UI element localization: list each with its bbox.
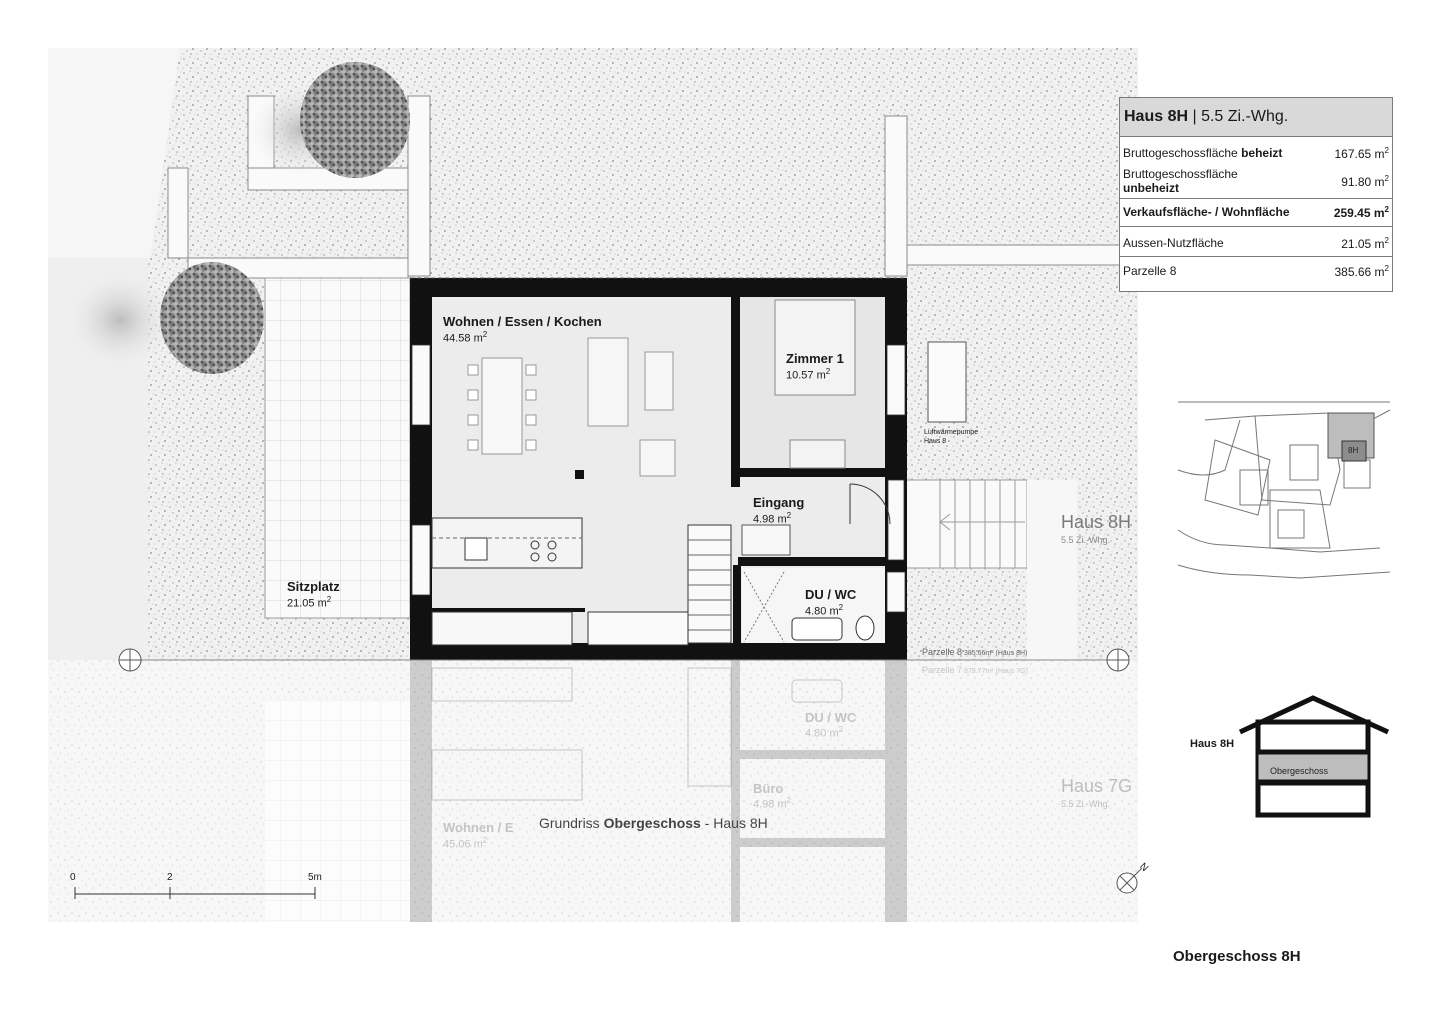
heat-pump-line2: Haus 8: [924, 438, 947, 445]
room-area-eingang: [753, 511, 791, 526]
row-value: 21.05 m: [1341, 237, 1385, 251]
ghost-room-label-buero: Büro: [753, 781, 784, 796]
scale-label-0: 0: [70, 872, 76, 883]
area-value: 44.58 m: [443, 332, 483, 345]
parcel-7-label: [922, 665, 1028, 675]
section-floor-label: Obergeschoss: [1270, 766, 1329, 776]
table-header-separator: |: [1188, 108, 1202, 125]
parcel-7-name: Parzelle 7: [922, 665, 963, 675]
caption-part: Grundriss: [539, 815, 604, 831]
unit-superscript: 2: [1384, 205, 1389, 214]
row-label-emphasis: unbeheizt: [1123, 181, 1179, 195]
row-label: Aussen-Nutzfläche: [1123, 236, 1224, 250]
table-header-house: Haus 8H: [1124, 108, 1189, 125]
unit-superscript: 2: [825, 367, 831, 376]
parcel-8-name: Parzelle 8: [922, 647, 963, 657]
row-label-emphasis: beheizt: [1241, 146, 1283, 160]
row-label: Verkaufsfläche- / Wohnfläche: [1123, 205, 1290, 219]
plan-caption: [539, 815, 768, 831]
house-label-7g: Haus 7G: [1061, 776, 1133, 796]
ghost-room-label-duwc: DU / WC: [805, 710, 857, 725]
parcel-7-detail: 378.77m² (Haus 7G): [962, 668, 1028, 675]
room-area-sitzplatz: [287, 595, 331, 610]
room-area-zimmer1: [786, 367, 830, 382]
table-divider: [1120, 226, 1392, 227]
unit-superscript: 2: [1384, 264, 1389, 273]
row-label: Bruttogeschossfläche: [1123, 167, 1238, 181]
area-value: 4.80 m: [805, 605, 839, 618]
heat-pump-label: [924, 428, 978, 446]
ghost-room-area-wohnen: [443, 836, 487, 851]
parcel-8-detail: 385.66m² (Haus 8H): [962, 650, 1028, 657]
unit-superscript: 2: [786, 796, 792, 805]
unit-superscript: 2: [482, 836, 488, 845]
table-divider: [1120, 256, 1392, 257]
house-label-text: Haus 8H: [1061, 512, 1132, 532]
row-value: 259.45 m: [1333, 206, 1385, 220]
area-value: 45.06 m: [443, 838, 483, 851]
row-value: 385.66 m: [1334, 265, 1385, 279]
table-header: [1120, 98, 1392, 137]
scale-label-5m: 5m: [308, 872, 322, 883]
area-value: 4.98 m: [753, 798, 787, 811]
room-label-duwc: DU / WC: [805, 587, 857, 602]
caption-emphasis: Obergeschoss: [603, 815, 701, 831]
area-value: 4.98 m: [753, 513, 787, 526]
caption-part: - Haus 8H: [700, 815, 768, 831]
area-value: 21.05 m: [287, 597, 327, 610]
room-label-wohnen: Wohnen / Essen / Kochen: [443, 314, 602, 329]
unit-superscript: 2: [1384, 174, 1389, 183]
table-header-type: 5.5 Zi.-Whg.: [1201, 108, 1289, 125]
house-label-8h: [1061, 512, 1131, 533]
room-area-wohnen: [443, 330, 487, 345]
unit-superscript: 2: [1384, 146, 1389, 155]
scale-label-2: 2: [167, 872, 173, 883]
unit-superscript: 2: [482, 330, 488, 339]
unit-superscript: 2: [838, 603, 844, 612]
ghost-room-area-buero: [753, 796, 791, 811]
row-value: 91.80 m: [1341, 175, 1385, 189]
unit-superscript: 2: [326, 595, 332, 604]
room-label-eingang: Eingang: [753, 495, 805, 510]
sheet-title: Obergeschoss 8H: [1173, 948, 1301, 965]
row-label: Parzelle 8: [1123, 264, 1177, 278]
unit-superscript: 2: [838, 725, 844, 734]
area-value: 10.57 m: [786, 369, 826, 382]
north-arrow-label: N: [1137, 861, 1151, 874]
unit-superscript: 2: [1384, 236, 1389, 245]
row-label: Bruttogeschossfläche: [1123, 146, 1242, 160]
room-area-duwc: [805, 603, 843, 618]
row-value: 167.65 m: [1334, 147, 1385, 161]
room-label-zimmer1: Zimmer 1: [786, 351, 844, 366]
house-label-7g-sub: 5.5 Zi.-Whg.: [1061, 799, 1111, 809]
heat-pump-line1: Luftwärmepumpe: [924, 429, 979, 436]
area-summary-table: [1119, 97, 1393, 292]
parcel-8-label: [922, 647, 1027, 657]
ghost-room-label-wohnen: Wohnen / E: [443, 820, 514, 835]
house-label-8h-sub: 5.5 Zi.-Whg.: [1061, 535, 1111, 545]
area-value: 4.80 m: [805, 727, 839, 740]
table-divider: [1120, 198, 1392, 199]
ghost-room-area-duwc: [805, 725, 843, 740]
site-plan-house-tag: 8H: [1348, 446, 1359, 455]
section-house-label: Haus 8H: [1190, 738, 1235, 750]
room-label-sitzplatz: Sitzplatz: [287, 579, 340, 594]
unit-superscript: 2: [786, 511, 792, 520]
